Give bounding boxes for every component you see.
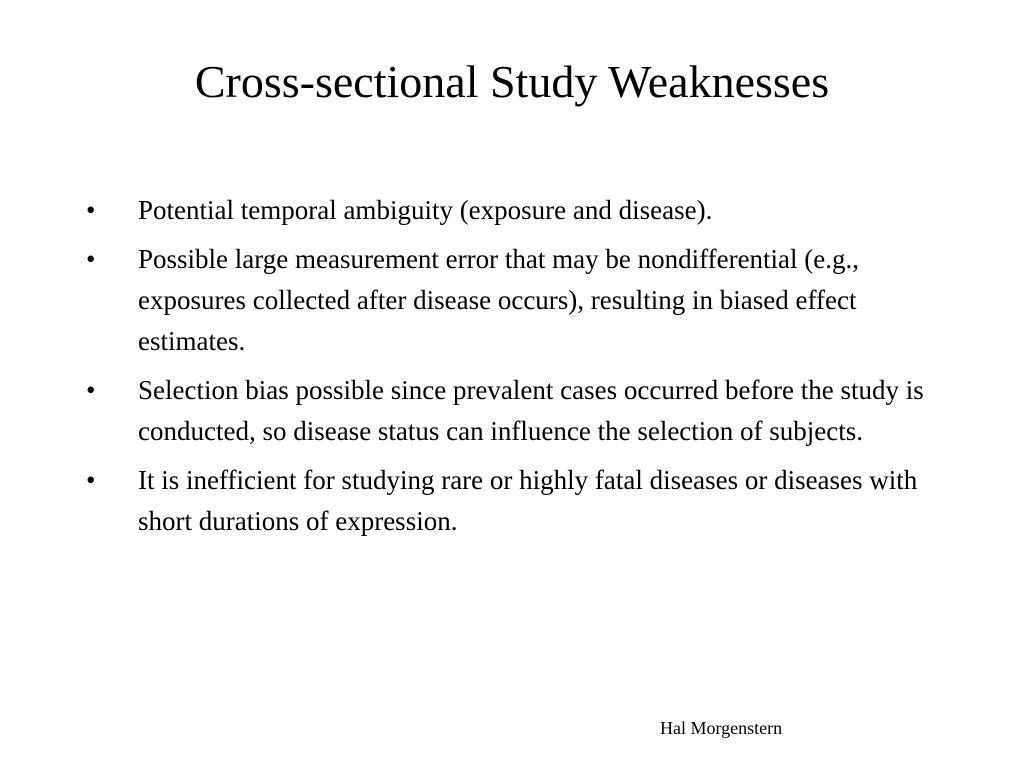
bullet-point-icon: • (86, 375, 96, 405)
bullet-text: Possible large measurement error that may be nondifferential (e.g., exposures collected after disease occurs), resulting in biased effect estimates. (138, 244, 860, 356)
bullet-point-icon: • (86, 244, 96, 274)
bullet-text: Potential temporal ambiguity (exposure and disease). (138, 195, 713, 225)
bullet-point-icon: • (86, 195, 96, 225)
footer-author: Hal Morgenstern (660, 718, 783, 738)
bullet-item (86, 190, 956, 231)
bullet-item (86, 239, 956, 362)
slide-title: Cross-sectional Study Weaknesses (194, 56, 830, 107)
bullet-text: Selection bias possible since prevalent cases occurred before the study is conducted, so disease status can influence the selection of subjects. (138, 375, 924, 446)
bullet-point-icon: • (86, 465, 96, 495)
bullet-item (86, 460, 956, 542)
bullet-text: It is inefficient for studying rare or highly fatal diseases or diseases with short durations of expression. (138, 465, 918, 536)
bullet-list (86, 190, 956, 550)
bullet-item (86, 370, 956, 452)
